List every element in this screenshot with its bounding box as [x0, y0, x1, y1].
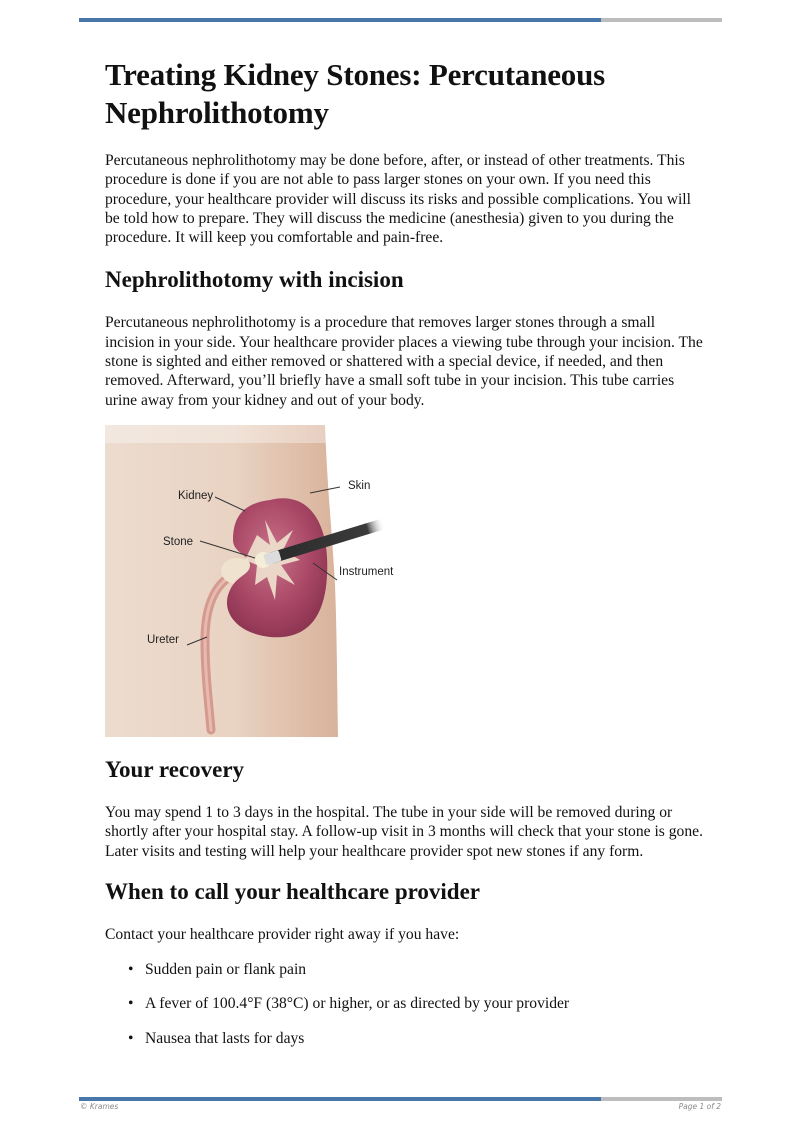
- document-body: [105, 56, 705, 1063]
- list-item-text: Sudden pain or flank pain: [145, 961, 307, 979]
- list-item-text: Nausea that lasts for days: [145, 1029, 305, 1047]
- list-item: [128, 994, 705, 1013]
- bullet-icon: •: [128, 995, 134, 1013]
- header-rule-gray: [601, 18, 722, 22]
- section-body-recovery: You may spend 1 to 3 days in the hospital. The tube in your side will be removed during or shortly after your hospital stay. A follow-up visit in 3 months will check that your stone is gone. Later visits and testing will help your healthcare provider spot new stones if any form.: [105, 803, 703, 860]
- skin-top-fade: [105, 425, 340, 443]
- list-item: [128, 1029, 705, 1048]
- label-ureter: Ureter: [147, 633, 179, 646]
- section-heading-call-provider: When to call your healthcare provider: [105, 878, 481, 904]
- intro-paragraph: Percutaneous nephrolithotomy may be done before, after, or instead of other treatments. This procedure is done if you are not able to pass larger stones on your own. If you need this procedure, your healthcare provider will discuss its risks and possible complications. You will be told how to prepare. They will discuss the medicine (anesthesia) given to you during the procedure. It will keep you comfortable and pain-free.: [105, 152, 691, 247]
- header-rule: [79, 18, 722, 22]
- footer-rule-accent: [79, 1097, 601, 1101]
- footer-page-number: Page 1 of 2: [678, 1102, 721, 1111]
- list-item: [128, 960, 705, 979]
- footer-rule-gray: [601, 1097, 722, 1101]
- header-rule-accent: [79, 18, 601, 22]
- kidney-illustration-svg: [105, 425, 405, 737]
- section-body-call-provider: Contact your healthcare provider right away if you have:: [105, 925, 460, 943]
- footer-rule: [79, 1097, 722, 1101]
- label-instrument: Instrument: [339, 565, 394, 578]
- list-item-text: A fever of 100.4°F (38°C) or higher, or as directed by your provider: [145, 995, 570, 1013]
- bullet-icon: •: [128, 961, 134, 979]
- page-title: Treating Kidney Stones: Percutaneous Nephrolithotomy: [105, 57, 606, 130]
- section-heading-recovery: Your recovery: [105, 756, 245, 782]
- label-kidney: Kidney: [178, 489, 214, 502]
- symptom-list: [105, 960, 705, 1048]
- bullet-icon: •: [128, 1029, 134, 1047]
- section-body-incision: Percutaneous nephrolithotomy is a procedure that removes larger stones through a small incision in your side. Your healthcare provider places a viewing tube through your incision. The stone is sighted and either removed or shattered with a special device, if needed, and then removed. Afterward, you’ll briefly have a small soft tube in your incision. This tube carries urine away from your kidney and out of your body.: [105, 314, 703, 409]
- footer-copyright: © Krames: [80, 1102, 119, 1111]
- label-skin: Skin: [348, 479, 371, 492]
- section-heading-incision: Nephrolithotomy with incision: [105, 267, 404, 293]
- kidney-illustration: [105, 425, 405, 737]
- label-stone: Stone: [163, 535, 194, 548]
